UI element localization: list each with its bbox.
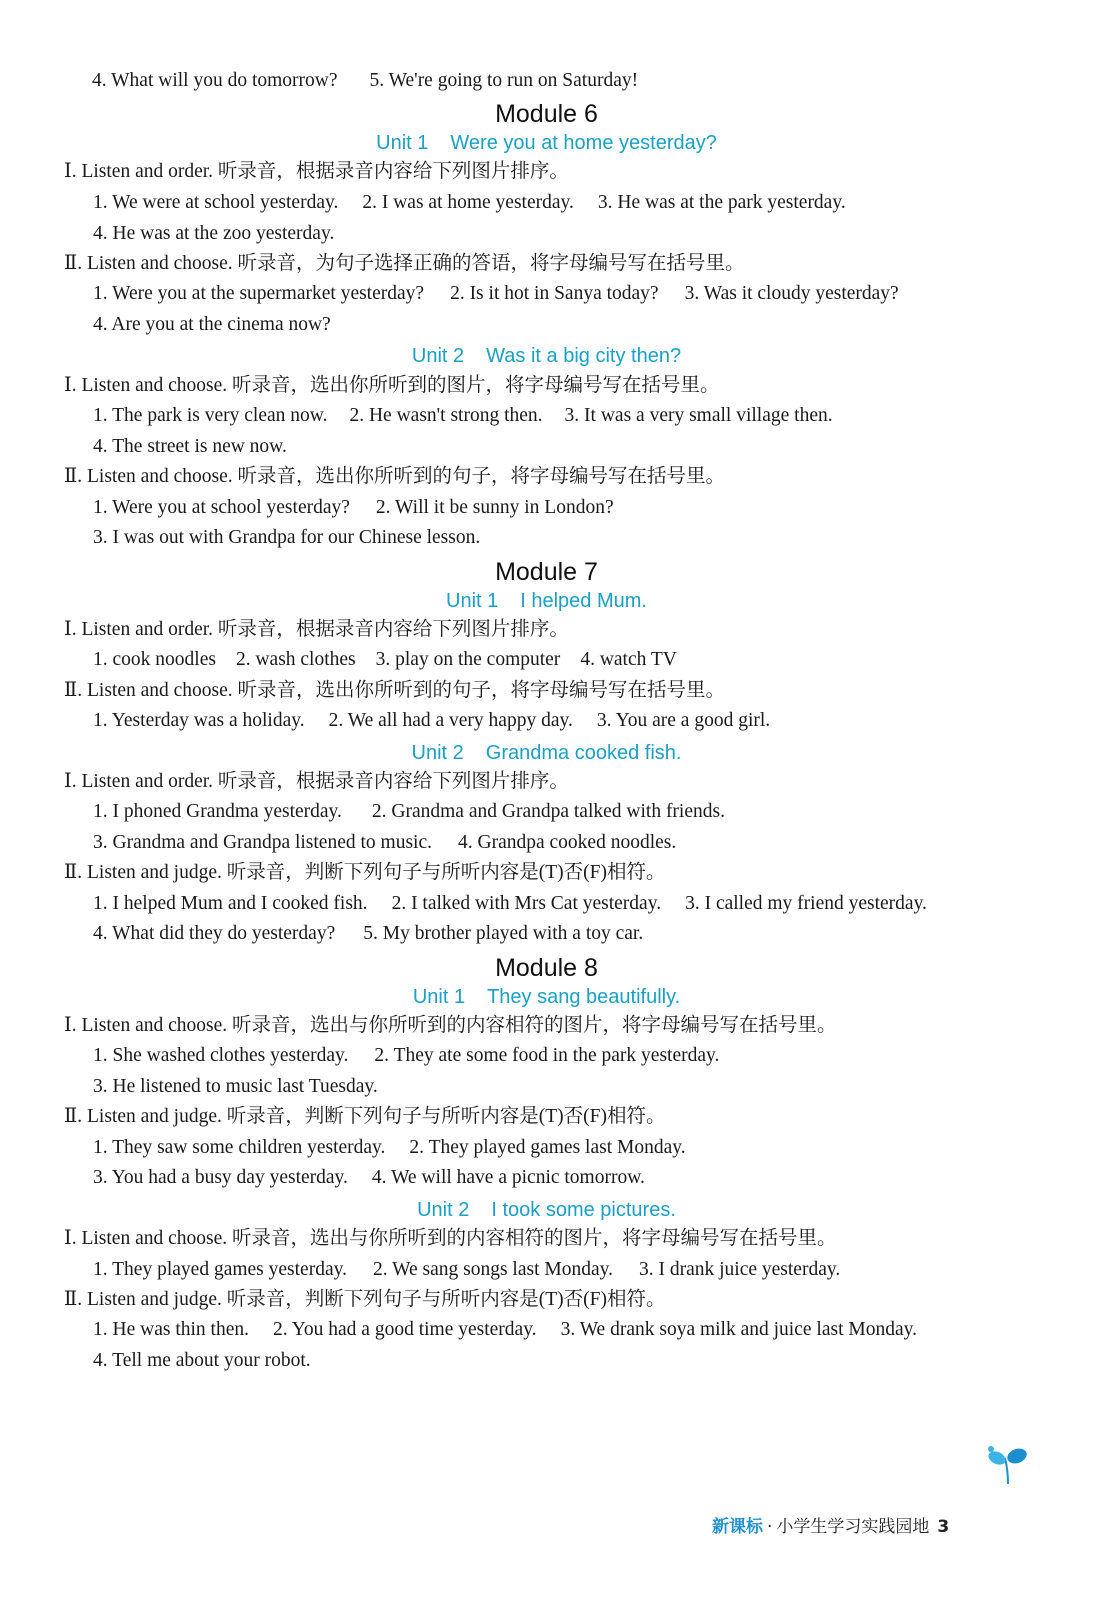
unit-label: Unit 1 — [412, 986, 466, 1008]
section-instruction: Ⅱ. Listen and choose. 听录音，选出你所听到的句子，将字母编号写在括号里。 — [64, 680, 726, 701]
unit-heading — [0, 740, 1093, 766]
answer-row — [93, 1166, 645, 1190]
answer-row — [93, 282, 899, 306]
section-instruction: Ⅱ. Listen and choose. 听录音，为句子选择正确的答语，将字母编号写在括号里。 — [64, 253, 745, 274]
list-item: 2. He wasn't strong then. — [349, 405, 543, 426]
list-item: 3. Grandma and Grandpa listened to music. — [93, 832, 432, 853]
section-instruction: Ⅰ. Listen and order. 听录音，根据录音内容给下列图片排序。 — [64, 771, 569, 792]
unit-label: Unit 2 — [411, 742, 464, 764]
answer-row — [93, 191, 846, 215]
footer — [712, 1512, 949, 1537]
list-item: 3. I drank juice yesterday. — [638, 1259, 841, 1280]
sprout-logo-icon — [983, 1444, 1033, 1488]
footer-brand: 新课标 — [712, 1517, 763, 1537]
unit-title: Were you at home yesterday? — [450, 132, 717, 154]
list-item: 1. The park is very clean now. — [93, 405, 328, 426]
list-item: 1. We were at school yesterday. — [93, 192, 339, 213]
section-instruction: Ⅰ. Listen and choose. 听录音，选出与你所听到的内容相符的图片，将字母编号写在括号里。 — [64, 1015, 837, 1036]
list-item: 3. We drank soya milk and juice last Monday. — [560, 1319, 917, 1340]
list-item: 3. I was out with Grandpa for our Chinese lesson. — [93, 527, 481, 548]
list-item: 3. He listened to music last Tuesday. — [93, 1076, 378, 1097]
section-instruction: Ⅱ. Listen and choose. 听录音，选出你所听到的句子，将字母编号写在括号里。 — [64, 466, 726, 487]
unit-label: Unit 1 — [446, 590, 499, 612]
list-item: 4. He was at the zoo yesterday. — [93, 223, 335, 244]
list-item: 4. We will have a picnic tomorrow. — [371, 1167, 645, 1188]
answer-row — [93, 1258, 840, 1282]
answer-row — [93, 526, 480, 550]
list-item: 4. watch TV — [580, 649, 677, 670]
list-item: 3. play on the computer — [375, 649, 561, 670]
list-item: 1. They saw some children yesterday. — [93, 1137, 386, 1158]
page-number: 3 — [937, 1517, 950, 1537]
list-item: 1. He was thin then. — [93, 1319, 249, 1340]
module-title: Module 7 — [495, 558, 598, 586]
unit-heading — [0, 984, 1093, 1010]
list-item: 2. They ate some food in the park yesterday. — [374, 1045, 720, 1066]
list-item: 1. cook noodles — [93, 649, 216, 670]
answer-row — [93, 1349, 311, 1373]
list-item: 4. What will you do tomorrow? — [92, 70, 338, 91]
list-item: 3. Was it cloudy yesterday? — [684, 283, 899, 304]
list-item: 1. I helped Mum and I cooked fish. — [93, 893, 368, 914]
list-item: 3. You are a good girl. — [596, 710, 771, 731]
answer-row — [93, 800, 725, 824]
answer-row — [93, 1318, 917, 1342]
list-item: 2. Grandma and Grandpa talked with friends. — [371, 801, 725, 822]
list-item: 4. What did they do yesterday? — [93, 923, 336, 944]
list-item: 3. It was a very small village then. — [564, 405, 833, 426]
section-instruction: Ⅱ. Listen and judge. 听录音，判断下列句子与所听内容是(T)否(F)相符。 — [64, 862, 666, 883]
list-item: 4. The street is new now. — [93, 436, 287, 457]
list-item: 1. She washed clothes yesterday. — [93, 1045, 349, 1066]
unit-title: Was it a big city then? — [486, 345, 682, 367]
answer-row — [93, 709, 770, 733]
unit-label: Unit 2 — [417, 1199, 470, 1221]
unit-label: Unit 2 — [411, 345, 465, 367]
unit-title: I helped Mum. — [520, 590, 647, 612]
answer-row — [93, 831, 676, 855]
unit-title: They sang beautifully. — [487, 986, 681, 1008]
answer-row — [93, 648, 677, 672]
answer-row — [93, 1136, 686, 1160]
list-item: 2. wash clothes — [235, 649, 356, 670]
list-item: 5. We're going to run on Saturday! — [369, 70, 639, 91]
answer-row — [93, 892, 927, 916]
answer-row — [93, 222, 334, 246]
list-item: 3. I called my friend yesterday. — [685, 893, 927, 914]
answer-row — [93, 1044, 719, 1068]
answer-row — [93, 313, 331, 337]
section-instruction: Ⅱ. Listen and judge. 听录音，判断下列句子与所听内容是(T)否(F)相符。 — [64, 1106, 666, 1127]
list-item: 4. Are you at the cinema now? — [93, 314, 331, 335]
unit-heading — [0, 1197, 1093, 1223]
list-item: 5. My brother played with a toy car. — [363, 923, 644, 944]
list-item: 2. Is it hot in Sanya today? — [450, 283, 659, 304]
list-item: 2. You had a good time yesterday. — [272, 1319, 537, 1340]
footer-separator: · — [767, 1517, 773, 1537]
list-item: 1. Yesterday was a holiday. — [93, 710, 305, 731]
section-instruction: Ⅰ. Listen and choose. 听录音，选出与你所听到的内容相符的图片，将字母编号写在括号里。 — [64, 1228, 837, 1249]
list-item: 3. You had a busy day yesterday. — [93, 1167, 348, 1188]
answer-row — [93, 435, 287, 459]
answer-row — [93, 1075, 378, 1099]
footer-subtitle: 小学生学习实践园地 — [776, 1517, 930, 1537]
unit-heading — [0, 588, 1093, 614]
list-item: 4. Tell me about your robot. — [93, 1350, 311, 1371]
section-instruction: Ⅰ. Listen and order. 听录音，根据录音内容给下列图片排序。 — [64, 161, 569, 182]
section-instruction: Ⅱ. Listen and judge. 听录音，判断下列句子与所听内容是(T)否(F)相符。 — [64, 1289, 666, 1310]
list-item: 1. Were you at the supermarket yesterday? — [93, 283, 425, 304]
list-item: 1. They played games yesterday. — [93, 1259, 347, 1280]
list-item: 4. Grandpa cooked noodles. — [458, 832, 677, 853]
list-item: 3. He was at the park yesterday. — [597, 192, 846, 213]
answer-row — [93, 496, 614, 520]
list-item: 1. Were you at school yesterday? — [93, 497, 350, 518]
unit-label: Unit 1 — [376, 132, 429, 154]
unit-title: Grandma cooked fish. — [485, 742, 682, 764]
list-item: 1. I phoned Grandma yesterday. — [93, 801, 342, 822]
list-item: 2. They played games last Monday. — [409, 1137, 686, 1158]
module-title: Module 8 — [495, 954, 598, 982]
section-instruction: Ⅰ. Listen and choose. 听录音，选出你所听到的图片，将字母编号写在括号里。 — [64, 375, 720, 396]
list-item: 2. We all had a very happy day. — [328, 710, 573, 731]
answer-row — [93, 922, 643, 946]
module-title: Module 6 — [495, 100, 598, 128]
section-instruction: Ⅰ. Listen and order. 听录音，根据录音内容给下列图片排序。 — [64, 619, 569, 640]
unit-title: I took some pictures. — [491, 1199, 676, 1221]
carryover-line — [92, 69, 638, 93]
unit-heading — [0, 130, 1093, 156]
list-item: 2. Will it be sunny in London? — [375, 497, 614, 518]
list-item: 2. We sang songs last Monday. — [372, 1259, 613, 1280]
answer-row — [93, 404, 833, 428]
list-item: 2. I was at home yesterday. — [362, 192, 574, 213]
list-item: 2. I talked with Mrs Cat yesterday. — [391, 893, 662, 914]
unit-heading — [0, 343, 1093, 369]
